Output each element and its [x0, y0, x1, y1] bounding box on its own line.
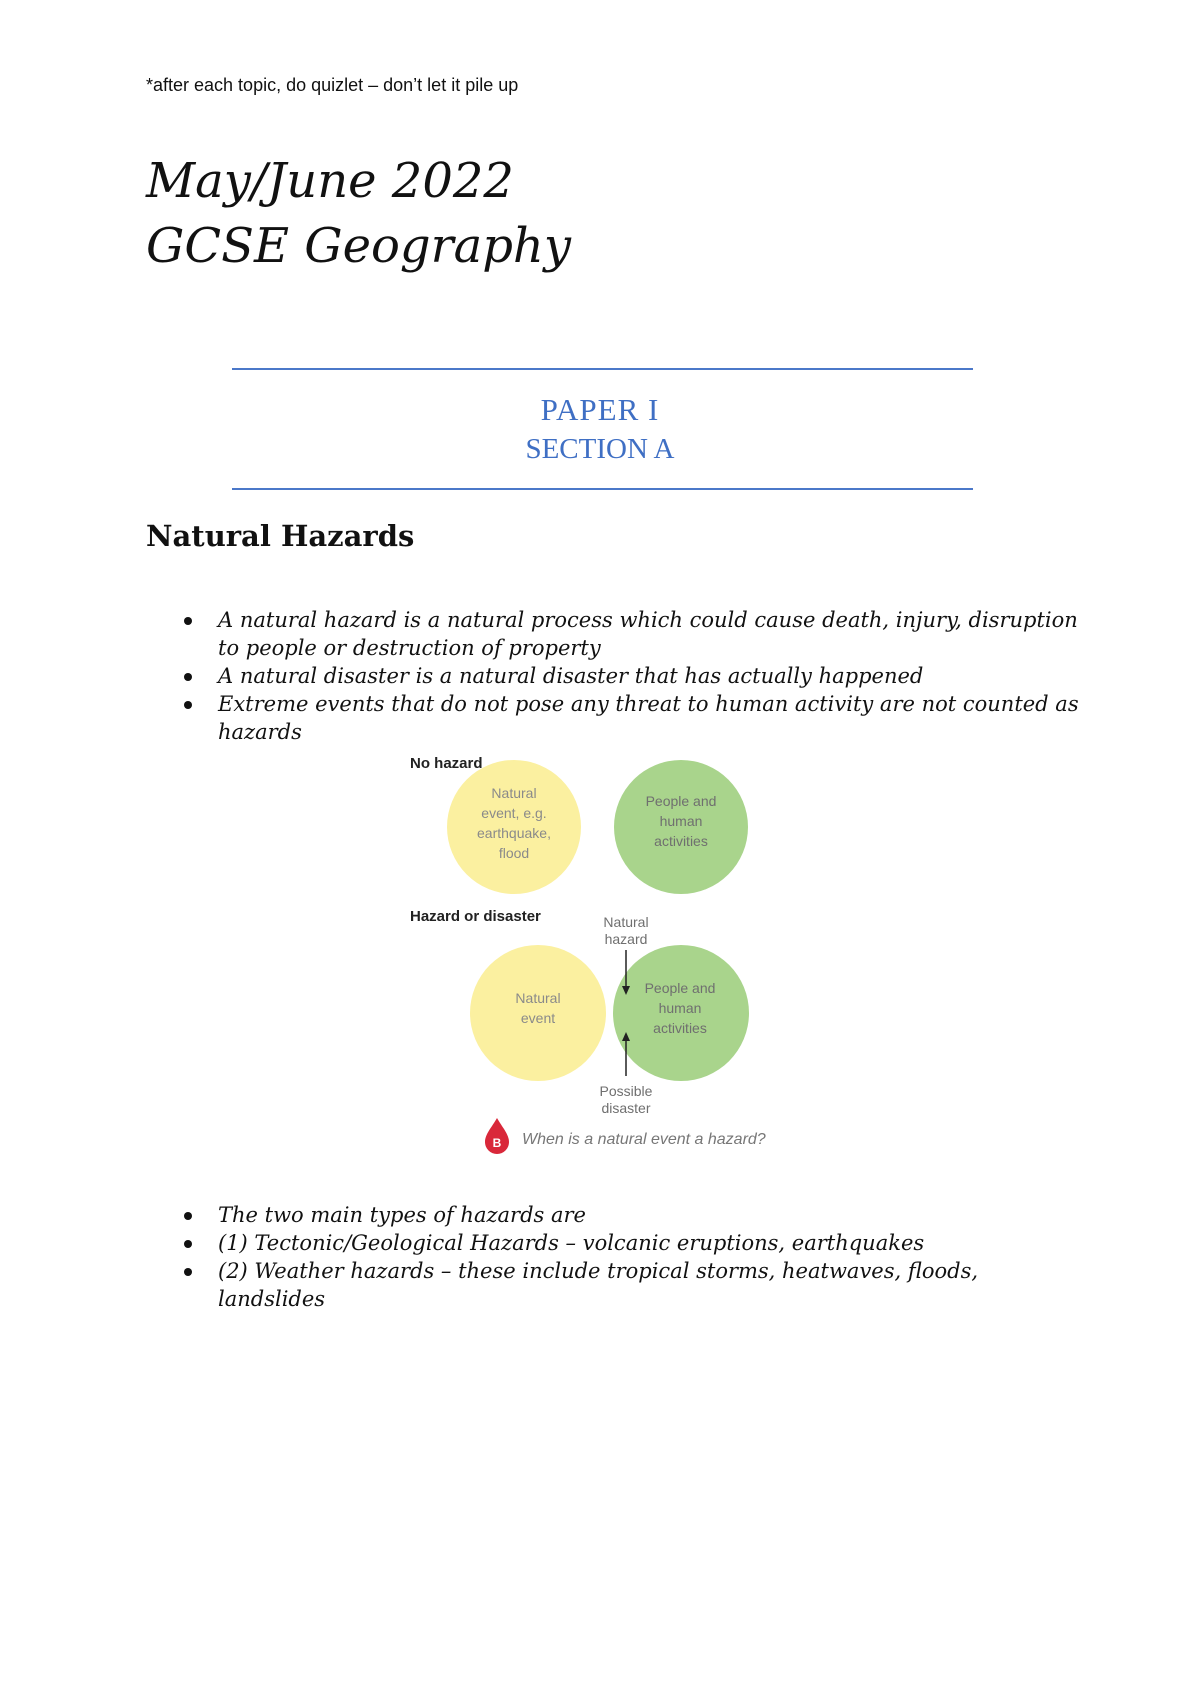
hazard-types-bullet-list — [180, 1201, 1080, 1313]
possible-disaster-text-line: Possible — [599, 1083, 653, 1099]
list-item — [180, 690, 1080, 746]
bullet-icon — [184, 1268, 192, 1276]
natural-event-text-panel1-line: flood — [498, 845, 530, 861]
title-subject: GCSE Geography — [146, 218, 571, 274]
people-text-panel1-line: human — [659, 813, 703, 829]
natural-event-text-panel1-line: Natural — [491, 785, 537, 801]
divider-top — [232, 368, 973, 370]
people-text-panel1-line: activities — [654, 833, 708, 849]
bullet-icon — [184, 701, 192, 709]
hazard-venn-diagram — [396, 745, 806, 1168]
possible-disaster-text-line: disaster — [601, 1100, 651, 1116]
list-item — [180, 662, 1080, 690]
people-text-panel2-line: activities — [653, 1020, 707, 1036]
bullet-icon — [184, 1212, 192, 1220]
natural-hazards-heading: Natural Hazards — [146, 519, 415, 553]
natural-hazard-text-line: hazard — [604, 931, 648, 947]
bullet-text: Extreme events that do not pose any threat to human activity are not counted as hazards — [218, 692, 1079, 744]
possible-disaster-text — [600, 1083, 653, 1116]
bullet-text: A natural disaster is a natural disaster that has actually happened — [218, 664, 924, 688]
hazard-or-disaster-label: Hazard or disaster — [410, 908, 541, 925]
hazard-venn-svg — [396, 745, 806, 1168]
people-text-panel2-line: People and — [644, 980, 716, 996]
natural-hazard-text-line: Natural — [603, 914, 649, 930]
natural-hazard-text — [603, 914, 648, 947]
header-note: *after each topic, do quizlet – don’t let it pile up — [146, 75, 519, 95]
bullet-text: (1) Tectonic/Geological Hazards – volcanic eruptions, earthquakes — [218, 1231, 925, 1255]
bullet-text: (2) Weather hazards – these include tropical storms, heatwaves, floods, landslides — [218, 1259, 979, 1311]
people-text-panel2-line: human — [658, 1000, 702, 1016]
bullet-icon — [184, 1240, 192, 1248]
natural-event-text-panel1-line: event, e.g. — [481, 805, 547, 821]
divider-bottom — [232, 488, 973, 490]
list-item — [180, 1257, 1080, 1313]
list-item — [180, 1229, 1080, 1257]
bullet-text: A natural hazard is a natural process which could cause death, injury, disruption to people or destruction of property — [218, 608, 1078, 660]
figure-caption: When is a natural event a hazard? — [522, 1131, 766, 1148]
bullet-icon — [184, 673, 192, 681]
caption-badge-letter: B — [492, 1136, 502, 1150]
people-text-panel1-line: People and — [645, 793, 717, 809]
natural-event-text-panel1-line: earthquake, — [477, 825, 551, 841]
section-label: SECTION A — [525, 433, 675, 465]
title-date: May/June 2022 — [146, 153, 514, 209]
natural-event-text-panel2-line: event — [520, 1010, 556, 1026]
paper-label: PAPER I — [540, 392, 660, 427]
natural-event-text-panel2-line: Natural — [515, 990, 561, 1006]
bullet-text: The two main types of hazards are — [218, 1203, 586, 1227]
bullet-icon — [184, 617, 192, 625]
intro-bullet-list — [180, 606, 1080, 746]
list-item — [180, 1201, 1080, 1229]
list-item — [180, 606, 1080, 662]
no-hazard-label: No hazard — [410, 755, 483, 772]
